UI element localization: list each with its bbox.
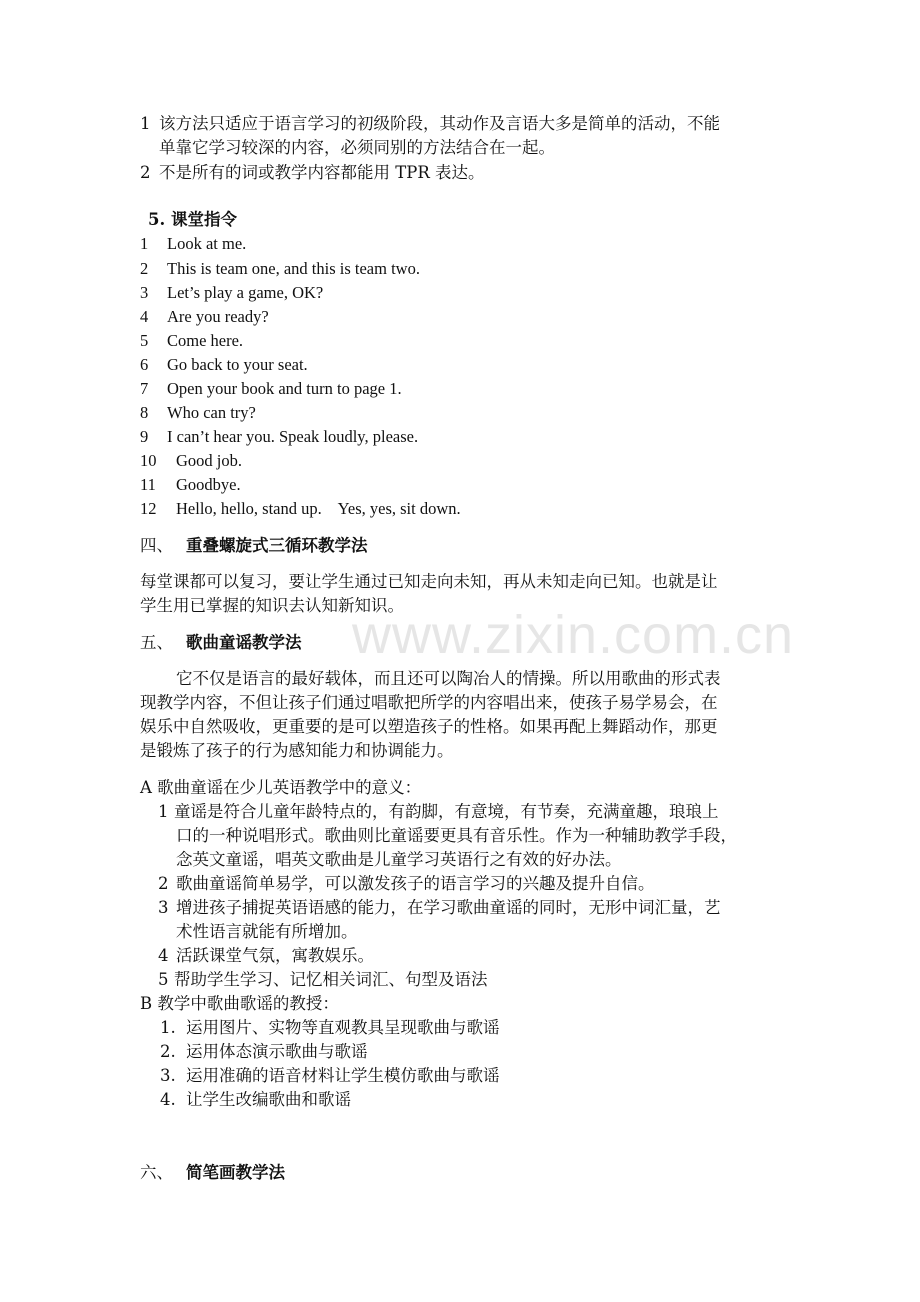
paragraph-text: 每堂课都可以复习，要让学生通过已知走向未知，再从未知走向已知。也就是让 [140, 572, 718, 591]
list-text: 歌曲童谣简单易学，可以激发孩子的语言学习的兴趣及提升自信。 [176, 874, 655, 893]
list-text: 增进孩子捕捉英语语感的能力，在学习歌曲童谣的同时，无形中词汇量，艺 [176, 898, 721, 917]
paragraph-text: 学生用已掌握的知识去认知新知识。 [140, 596, 404, 615]
list-number: 3 [158, 898, 169, 917]
instruction-text: Go back to your seat. [167, 355, 308, 374]
list-text: 念英文童谣，唱英文歌曲是儿童学习英语行之有效的好办法。 [176, 850, 622, 869]
instruction-text: Let’s play a game, OK? [167, 283, 324, 302]
section-title: 简笔画教学法 [186, 1163, 285, 1182]
section-title: 歌曲童谣教学法 [186, 633, 302, 652]
instruction-number: 7 [140, 379, 149, 398]
list-number: 5 [158, 970, 169, 989]
part-b-heading: B 教学中歌曲歌谣的教授： [140, 994, 339, 1013]
instruction-number: 12 [140, 499, 157, 518]
list-text: 单靠它学习较深的内容，必须同别的方法结合在一起。 [159, 138, 555, 157]
list-number: 4. [160, 1090, 176, 1109]
list-number: 2. [160, 1042, 176, 1061]
paragraph-text: 娱乐中自然吸收，更重要的是可以塑造孩子的性格。如果再配上舞蹈动作，那更 [140, 717, 718, 736]
instruction-text: Goodbye. [176, 475, 241, 494]
instruction-text: Who can try? [167, 403, 256, 422]
list-text: 活跃课堂气氛，寓教娱乐。 [176, 946, 374, 965]
instruction-text: Open your book and turn to page 1. [167, 379, 402, 398]
instruction-number: 10 [140, 451, 157, 470]
paragraph-text: 现教学内容，不但让孩子们通过唱歌把所学的内容唱出来，使孩子易学易会，在 [140, 693, 718, 712]
list-text: 运用图片、实物等直观教具呈现歌曲与歌谣 [186, 1018, 500, 1037]
instruction-number: 1 [140, 234, 149, 253]
section-number: 四、 [140, 536, 173, 555]
instruction-number: 2 [140, 259, 149, 278]
list-number: 3. [160, 1066, 176, 1085]
list-text: 运用准确的语音材料让学生模仿歌曲与歌谣 [186, 1066, 500, 1085]
list-text: 不是所有的词或教学内容都能用 TPR 表达。 [159, 163, 485, 182]
instruction-number: 6 [140, 355, 149, 374]
section-number: 五、 [140, 633, 173, 652]
list-text: 帮助学生学习、记忆相关词汇、句型及语法 [174, 970, 488, 989]
list-text: 口的一种说唱形式。歌曲则比童谣要更具有音乐性。作为一种辅助教学手段， [176, 826, 737, 845]
classroom-heading: 5. 课堂指令 [148, 210, 237, 229]
instruction-number: 4 [140, 307, 149, 326]
section-number: 六、 [140, 1163, 173, 1182]
list-text: 童谣是符合儿童年龄特点的，有韵脚，有意境，有节奏，充满童趣，琅琅上 [174, 802, 719, 821]
instruction-text: Hello, hello, stand up. Yes, yes, sit down. [176, 499, 461, 518]
paragraph-text: 是锻炼了孩子的行为感知能力和协调能力。 [140, 741, 454, 760]
list-number: 4 [158, 946, 169, 965]
part-a-heading: A 歌曲童谣在少儿英语教学中的意义： [140, 778, 422, 797]
watermark: www.zixin.com.cn [352, 605, 795, 665]
instruction-number: 8 [140, 403, 149, 422]
list-text: 运用体态演示歌曲与歌谣 [186, 1042, 368, 1061]
list-number: 1. [160, 1018, 176, 1037]
paragraph-text: 它不仅是语言的最好载体，而且还可以陶冶人的情操。所以用歌曲的形式表 [176, 669, 721, 688]
section-title: 重叠螺旋式三循环教学法 [186, 536, 368, 555]
instruction-text: I can’t hear you. Speak loudly, please. [167, 427, 419, 446]
list-number: 2 [140, 163, 151, 182]
list-text: 该方法只适应于语言学习的初级阶段，其动作及言语大多是简单的活动，不能 [159, 114, 720, 133]
list-text: 术性语言就能有所增加。 [176, 922, 358, 941]
instruction-number: 5 [140, 331, 149, 350]
instruction-number: 11 [140, 475, 156, 494]
list-number: 2 [158, 874, 169, 893]
instruction-text: Good job. [176, 451, 242, 470]
list-number: 1 [140, 114, 151, 133]
instruction-text: Come here. [167, 331, 244, 350]
instruction-number: 9 [140, 427, 149, 446]
list-text: 让学生改编歌曲和歌谣 [186, 1090, 351, 1109]
instruction-text: Look at me. [167, 234, 247, 253]
list-number: 1 [158, 802, 169, 821]
instruction-text: This is team one, and this is team two. [167, 259, 420, 278]
instruction-number: 3 [140, 283, 149, 302]
instruction-text: Are you ready? [167, 307, 269, 326]
